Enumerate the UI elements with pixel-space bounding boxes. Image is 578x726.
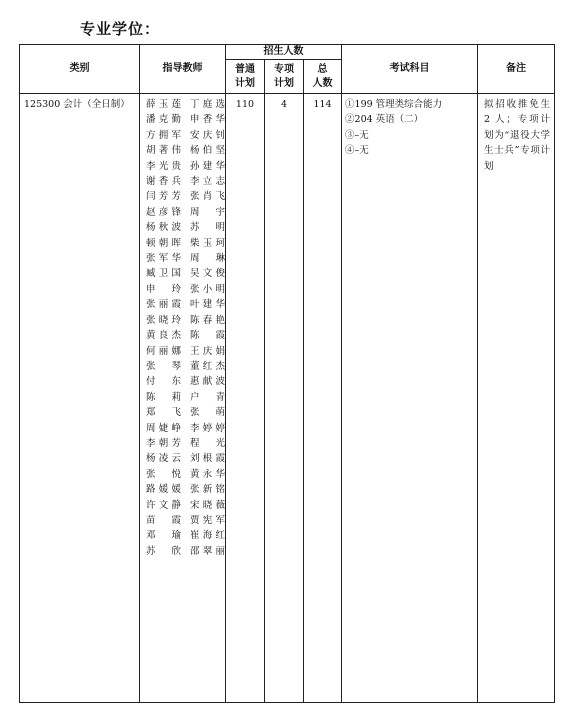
advisor-name: 刘根霞 xyxy=(190,453,225,465)
advisor-name: 杨凌云 xyxy=(146,453,181,465)
advisor-pair xyxy=(146,467,225,482)
header-regular-plan-line2: 计划 xyxy=(235,77,255,89)
cell-exam-subjects xyxy=(342,94,478,703)
advisor-name: 苗霞 xyxy=(146,514,181,526)
advisor-name: 申玲 xyxy=(146,283,181,295)
advisor-pair xyxy=(146,159,225,174)
header-total-line2: 人数 xyxy=(312,77,333,89)
advisor-pair xyxy=(146,328,225,343)
header-advisors: 指导教师 xyxy=(140,45,226,94)
advisor-name: 黄良杰 xyxy=(146,330,181,342)
advisor-pair xyxy=(146,97,225,112)
advisor-name: 周婕峥 xyxy=(146,422,181,434)
advisor-name: 李立志 xyxy=(190,176,225,188)
cell-advisors xyxy=(140,94,226,703)
advisor-name: 苏欣 xyxy=(146,545,181,557)
advisor-name: 宋晓薇 xyxy=(190,499,225,511)
header-total xyxy=(304,60,342,94)
header-regular-plan-line1: 普通 xyxy=(235,63,255,75)
advisor-pair xyxy=(146,405,225,420)
advisor-name: 付东 xyxy=(146,376,181,388)
header-special-plan xyxy=(265,60,304,94)
advisor-name: 邓瑜 xyxy=(146,530,181,542)
advisor-name: 张丽霞 xyxy=(146,299,181,311)
advisor-pair xyxy=(146,112,225,127)
advisor-name: 陈春艳 xyxy=(190,314,225,326)
advisor-name: 张军华 xyxy=(146,253,181,265)
advisor-name: 户青 xyxy=(190,391,225,403)
advisor-name: 张新铭 xyxy=(190,484,225,496)
exam-subject-item: ③–无 xyxy=(345,129,369,141)
advisor-name: 吴文俊 xyxy=(190,268,225,280)
header-exam-subjects: 考试科目 xyxy=(342,45,478,94)
advisor-pair xyxy=(146,236,225,251)
advisor-name: 李婷婷 xyxy=(190,422,225,434)
advisor-pair xyxy=(146,297,225,312)
advisor-name: 叶建华 xyxy=(190,299,225,311)
advisor-name: 李朝芳 xyxy=(146,437,181,449)
advisor-name: 郑飞 xyxy=(146,407,181,419)
advisor-pair xyxy=(146,282,225,297)
advisor-name: 申香华 xyxy=(190,114,225,126)
advisor-pair xyxy=(146,220,225,235)
advisor-name: 陈霞 xyxy=(190,330,225,342)
advisor-name: 何丽娜 xyxy=(146,345,181,357)
cell-category: 125300 会计（全日制） xyxy=(20,94,140,703)
advisor-name: 方拥军 xyxy=(146,129,181,141)
cell-remarks: 拟招收推免生 2 人；专项计划为“退役大学生士兵”专项计划 xyxy=(478,94,555,703)
admissions-table xyxy=(19,44,555,703)
advisor-pair xyxy=(146,374,225,389)
advisor-name: 周宇 xyxy=(190,206,225,218)
header-special-plan-line1: 专项 xyxy=(274,63,294,75)
advisor-pair xyxy=(146,313,225,328)
advisor-name: 张小明 xyxy=(190,283,225,295)
advisor-name: 潘克勤 xyxy=(146,114,181,126)
header-regular-plan xyxy=(226,60,265,94)
section-heading: 专业学位： xyxy=(80,20,161,38)
advisor-pair xyxy=(146,205,225,220)
advisor-pair xyxy=(146,498,225,513)
advisor-name: 胡著伟 xyxy=(146,145,181,157)
advisor-name: 周琳 xyxy=(190,253,225,265)
advisor-name: 黄永华 xyxy=(190,468,225,480)
advisor-pair xyxy=(146,544,225,559)
advisor-name: 薛玉莲 xyxy=(146,99,181,110)
exam-subject-item: ①199 管理类综合能力 xyxy=(345,99,443,110)
advisor-name: 闫芳芳 xyxy=(146,191,181,203)
advisor-name: 张萌 xyxy=(190,407,225,419)
advisor-name: 贾宪军 xyxy=(190,514,225,526)
advisor-pair xyxy=(146,359,225,374)
advisor-pair xyxy=(146,436,225,451)
table-row xyxy=(20,94,555,703)
advisor-name: 李光贵 xyxy=(146,160,181,172)
advisor-pair xyxy=(146,528,225,543)
advisor-name: 路媛媛 xyxy=(146,484,181,496)
advisor-name: 孙建华 xyxy=(190,160,225,172)
advisor-pair xyxy=(146,266,225,281)
advisor-name: 邵翠丽 xyxy=(190,545,225,557)
exam-subject-item: ②204 英语（二） xyxy=(345,114,424,126)
advisor-name: 许文静 xyxy=(146,499,181,511)
header-enrollment-group: 招生人数 xyxy=(226,45,342,60)
advisor-pair xyxy=(146,251,225,266)
advisor-name: 张晓玲 xyxy=(146,314,181,326)
advisor-name: 苏明 xyxy=(190,222,225,234)
advisor-name: 董红杰 xyxy=(190,360,225,372)
advisor-name: 柴玉珂 xyxy=(190,237,225,249)
advisor-pair xyxy=(146,128,225,143)
cell-total: 114 xyxy=(304,94,342,703)
advisor-pair xyxy=(146,421,225,436)
advisor-name: 杨伯坚 xyxy=(190,145,225,157)
advisor-name: 杨秋波 xyxy=(146,222,181,234)
advisor-pair xyxy=(146,189,225,204)
advisor-pair xyxy=(146,390,225,405)
header-category: 类别 xyxy=(20,45,140,94)
advisor-name: 惠献波 xyxy=(190,376,225,388)
header-row-1 xyxy=(20,45,555,60)
advisor-pair xyxy=(146,482,225,497)
advisor-name: 陈莉 xyxy=(146,391,181,403)
advisor-name: 谢香兵 xyxy=(146,176,181,188)
advisor-name: 顿朝晖 xyxy=(146,237,181,249)
advisor-pair xyxy=(146,344,225,359)
advisor-pair xyxy=(146,143,225,158)
advisor-name: 赵彦锋 xyxy=(146,206,181,218)
exam-subject-item: ④–无 xyxy=(345,145,369,157)
header-special-plan-line2: 计划 xyxy=(274,77,294,89)
cell-special-plan: 4 xyxy=(265,94,304,703)
advisor-name: 崔海红 xyxy=(190,530,225,542)
advisor-name: 安庆钊 xyxy=(190,129,225,141)
advisor-name: 臧卫国 xyxy=(146,268,181,280)
advisor-name: 张肖飞 xyxy=(190,191,225,203)
advisor-name: 程光 xyxy=(190,437,225,449)
header-remarks: 备注 xyxy=(478,45,555,94)
cell-regular-plan: 110 xyxy=(226,94,265,703)
advisor-name: 张琴 xyxy=(146,360,181,372)
advisor-name: 张悦 xyxy=(146,468,181,480)
advisor-name: 王庆娟 xyxy=(190,345,225,357)
advisor-name: 丁庭选 xyxy=(190,99,225,110)
header-total-line1: 总 xyxy=(317,63,328,75)
advisor-pair xyxy=(146,513,225,528)
advisor-pair xyxy=(146,174,225,189)
advisor-pair xyxy=(146,451,225,466)
